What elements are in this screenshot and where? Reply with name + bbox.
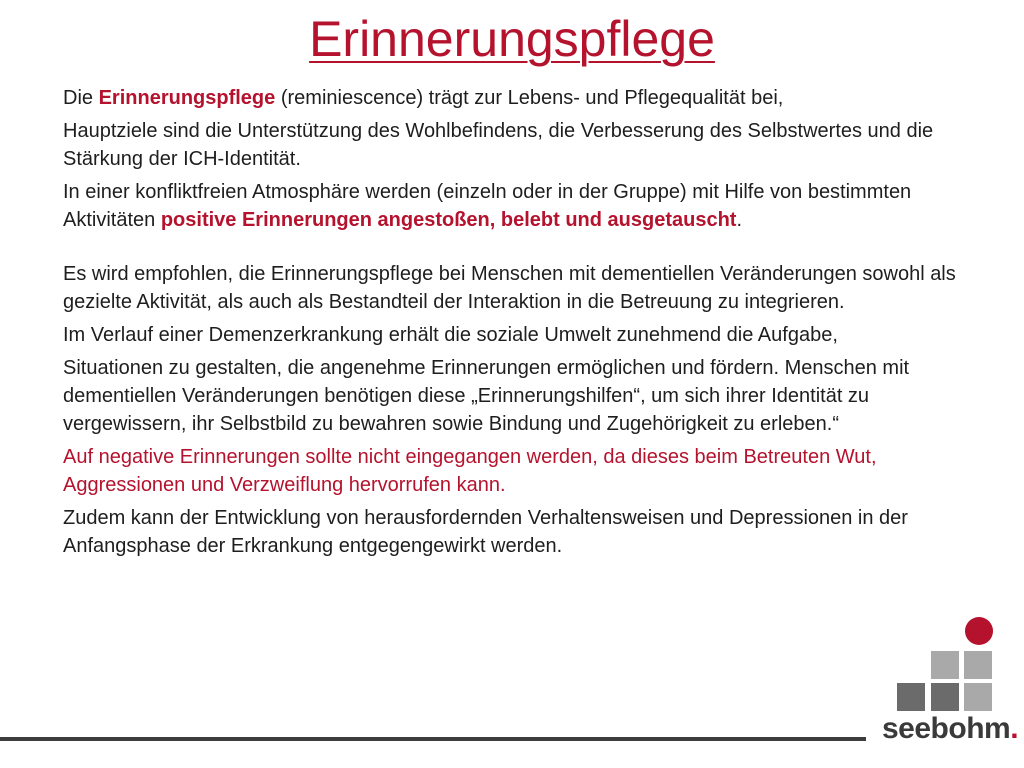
slide-body	[63, 84, 963, 565]
intro-text-before: Die	[63, 87, 99, 109]
paragraph-situations: Situationen zu gestalten, die angenehme Erinnerungen ermöglichen und fördern. Menschen mit dementiellen Veränderungen benötigen diese „Erinnerungshilfen“, um sich ihrer Identität zu vergewissern, ihr Selbstbild zu bewahren sowie Bindung und Zugehörigkeit zu erleben.“	[63, 357, 910, 435]
logo-square-icon	[931, 651, 959, 679]
logo-wordmark	[882, 712, 1018, 746]
intro-text-after: (reminiescence) trägt zur Lebens- und Pflegequalität bei,	[275, 87, 784, 109]
paragraph-warning: Auf negative Erinnerungen sollte nicht eingegangen werden, da dieses beim Betreuten Wut, Aggressionen und Verzweiflung hervorrufen kann.	[63, 446, 877, 496]
paragraph-intro	[63, 84, 963, 112]
logo-dot-icon	[965, 617, 993, 645]
atmosphere-text-before: In einer konfliktfreien Atmosphäre werden (einzeln oder in der Gruppe) mit Hilfe von bestimmten Aktivitäten	[63, 181, 912, 231]
paragraph-prevention: Zudem kann der Entwicklung von herausfordernden Verhaltensweisen und Depressionen in der Anfangsphase der Erkrankung entgegengewirkt werden.	[63, 507, 908, 557]
logo-square-icon	[931, 683, 959, 711]
footer-rule	[0, 737, 866, 741]
paragraph-goals: Hauptziele sind die Unterstützung des Wohlbefindens, die Verbesserung des Selbstwertes und die Stärkung der ICH-Identität.	[63, 120, 934, 170]
atmosphere-highlight: positive Erinnerungen angestoßen, belebt und ausgetauscht	[160, 209, 737, 231]
seebohm-logo	[880, 615, 1020, 755]
logo-square-icon	[964, 683, 992, 711]
logo-word: seebohm	[882, 712, 1011, 745]
intro-highlight: Erinnerungspflege	[98, 87, 276, 109]
paragraph-course: Im Verlauf einer Demenzerkrankung erhält die soziale Umwelt zunehmend die Aufgabe,	[63, 324, 838, 346]
slide-title: Erinnerungspflege	[309, 11, 715, 67]
paragraph-atmosphere	[63, 178, 963, 234]
logo-word-dot: .	[1010, 712, 1019, 745]
paragraph-recommendation: Es wird empfohlen, die Erinnerungspflege bei Menschen mit dementiellen Veränderungen sowohl als gezielte Aktivität, als auch als Bestandteil der Interaktion in die Betreuung zu integrieren.	[63, 263, 956, 313]
logo-square-icon	[897, 683, 925, 711]
atmosphere-text-after: .	[736, 209, 743, 231]
logo-square-icon	[964, 651, 992, 679]
